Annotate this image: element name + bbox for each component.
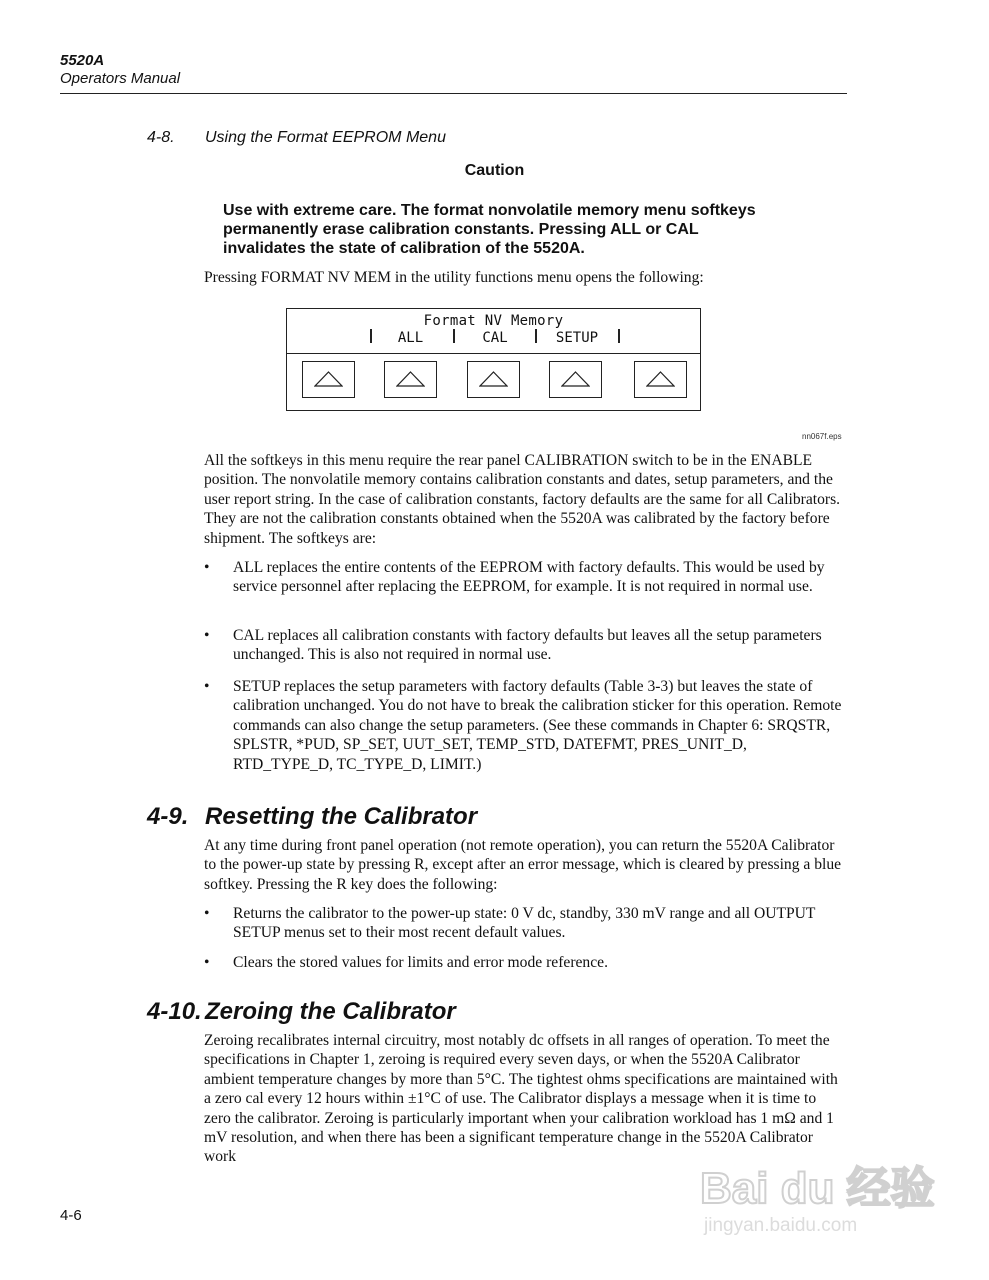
softkey-separator — [618, 329, 620, 343]
list-item — [204, 953, 844, 972]
softkey-button-1[interactable] — [302, 361, 355, 398]
caution-heading: Caution — [464, 162, 525, 179]
up-triangle-icon — [561, 371, 590, 387]
up-triangle-icon — [646, 371, 675, 387]
section-heading-zeroing — [147, 998, 456, 1026]
header-manual-title: Operators Manual — [60, 70, 181, 87]
list-item — [204, 558, 844, 597]
softkey-button-cal[interactable] — [467, 361, 520, 398]
bullet-text-cal: CAL replaces all calibration constants with factory defaults but leaves all the setup parameters unchanged. This is also not required in normal use. — [233, 627, 822, 664]
softkey-separator — [370, 329, 372, 343]
subsection-number: 4-8. — [147, 129, 175, 146]
bullet-glyph: • — [204, 627, 210, 644]
section-heading-resetting — [147, 803, 477, 831]
softkey-separator — [453, 329, 455, 343]
header-product: 5520A — [60, 52, 105, 69]
softkey-separator — [535, 329, 537, 343]
page-number: 4-6 — [60, 1207, 82, 1224]
zeroing-paragraph: Zeroing recalibrates internal circuitry, most notably dc offsets in all ranges of operation. To meet the specifications in Chapter 1, zeroing is required every seven days, or when the 5520A Calibrator ambient temperature changes by more than 5°C. The tightest ohms specifications are maintained with a zero cal every 12 hours within ±1°C of use. The Calibrator displays a message when it is time to zero the calibrator. Zeroing is particularly important when your calibration workload has 1 mΩ and 1 mV resolution, and when there has been a significant temperature change in the 5520A Calibrator work — [204, 1032, 838, 1166]
bullet-text-setup: SETUP replaces the setup parameters with factory defaults (Table 3-3) but leaves the state of calibration unchanged. You do not have to break the calibration sticker for this operation. Remote commands can also change the setup parameters. (See these commands in Chapter 6: SRQSTR, SPLSTR, *PUD, SP_SET, UUT_SET, TEMP_STD, DATEFMT, PRES_UNIT_D, RTD_TYPE_D, TC_TYPE_D, LIMIT.) — [233, 678, 842, 773]
header-rule — [60, 93, 847, 94]
bullet-glyph: • — [204, 678, 210, 695]
up-triangle-icon — [479, 371, 508, 387]
bullet-glyph: • — [204, 559, 210, 576]
intro-paragraph: Pressing FORMAT NV MEM in the utility functions menu opens the following: — [204, 269, 704, 286]
softkey-button-5[interactable] — [634, 361, 687, 398]
list-item — [204, 904, 844, 943]
bullet-text-clears: Clears the stored values for limits and error mode reference. — [233, 954, 608, 971]
reset-paragraph: At any time during front panel operation (not remote operation), you can return the 5520A Calibrator to the power-up state by pressing R, except after an error message, which is cleared by pressing a blue softkey. Pressing the R key does the following: — [204, 837, 842, 893]
bullet-text-power-up: Returns the calibrator to the power-up state: 0 V dc, standby, 330 mV range and all OUTPUT SETUP menus set to their most recent default values. — [233, 905, 816, 942]
section-title: Resetting the Calibrator — [205, 803, 478, 830]
display-title: Format NV Memory — [423, 313, 564, 329]
section-number: 4-10. — [147, 998, 202, 1025]
subsection-title: Using the Format EEPROM Menu — [205, 129, 446, 146]
bullet-text-all: ALL replaces the entire contents of the EEPROM with factory defaults. This would be used by service personnel after replacing the EEPROM, for example. It is not required in normal use. — [233, 559, 825, 596]
watermark-url: jingyan.baidu.com — [704, 1215, 858, 1236]
subsection-heading — [147, 128, 446, 148]
section-number: 4-9. — [147, 803, 189, 830]
softkey-button-all[interactable] — [384, 361, 437, 398]
softkey-label-all: ALL — [397, 330, 424, 346]
bullet-glyph: • — [204, 954, 210, 971]
list-item — [204, 677, 844, 774]
up-triangle-icon — [314, 371, 343, 387]
softkey-label-cal: CAL — [482, 330, 508, 346]
bullet-glyph: • — [204, 905, 210, 922]
format-nv-memory-display — [286, 308, 701, 411]
watermark — [700, 1165, 940, 1245]
softkey-label-setup: SETUP — [555, 330, 599, 346]
up-triangle-icon — [396, 371, 425, 387]
softkeys-paragraph: All the softkeys in this menu require the rear panel CALIBRATION switch to be in the ENABLE position. The nonvolatile memory contains calibration constants and dates, setup parameters, and the user report string. In the case of calibration constants, factory defaults are the same for all Calibrators. They are not the calibration constants obtained when the 5520A was calibrated by the factory before shipment. The softkeys are: — [204, 452, 841, 547]
display-divider — [287, 353, 700, 354]
section-title: Zeroing the Calibrator — [205, 998, 456, 1025]
list-item — [204, 626, 844, 665]
watermark-logo: Bai du 经验 — [700, 1164, 935, 1213]
softkey-button-setup[interactable] — [549, 361, 602, 398]
caution-text: Use with extreme care. The format nonvolatile memory menu softkeys permanently erase calibration constants. Pressing ALL or CAL invalidates the state of calibration of the 5520A. — [223, 202, 756, 257]
figure-id: nn067f.eps — [802, 432, 842, 441]
